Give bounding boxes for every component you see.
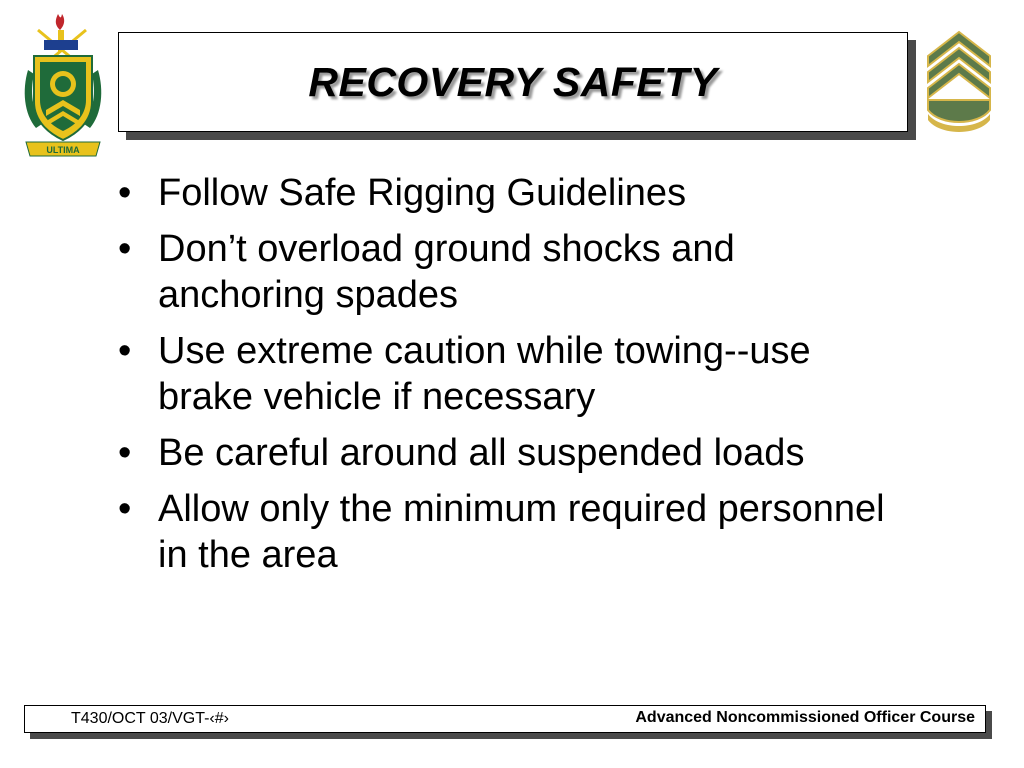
bullet-text: Allow only the minimum required personnel in the area <box>158 488 885 576</box>
bullet-text: Don’t overload ground shocks and anchoring spades <box>158 228 735 316</box>
bullet-text: Use extreme caution while towing--use brake vehicle if necessary <box>158 330 811 418</box>
bullet-marker: • <box>118 172 132 214</box>
slide-title: RECOVERY SAFETY <box>308 58 718 105</box>
list-item <box>116 486 896 578</box>
bullet-text: Be careful around all suspended loads <box>158 432 805 474</box>
bullet-marker: • <box>118 432 132 474</box>
svg-text:ULTIMA: ULTIMA <box>46 145 80 155</box>
bullet-marker: • <box>118 228 132 270</box>
footer-bar <box>24 705 986 733</box>
slide-number-label: T430/OCT 03/VGT-‹#› <box>71 710 229 727</box>
bullet-list <box>116 170 896 588</box>
list-item <box>116 430 896 476</box>
crest-logo-icon <box>20 10 106 160</box>
course-name-label: Advanced Noncommissioned Officer Course <box>635 709 975 726</box>
bullet-text: Follow Safe Rigging Guidelines <box>158 172 687 214</box>
bullet-marker: • <box>118 330 132 372</box>
title-box <box>118 32 908 132</box>
list-item <box>116 328 896 420</box>
sergeant-first-class-chevron-icon <box>926 30 992 134</box>
list-item <box>116 226 896 318</box>
bullet-marker: • <box>118 488 132 530</box>
list-item <box>116 170 896 216</box>
